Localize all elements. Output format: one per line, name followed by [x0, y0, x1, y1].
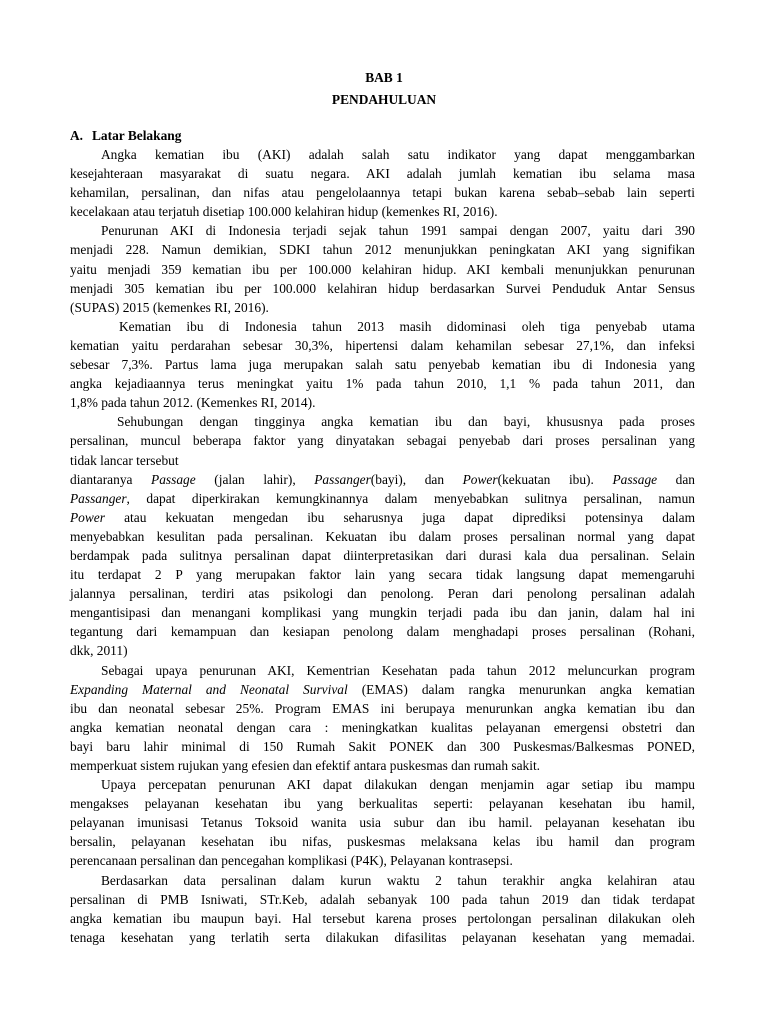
text-line — [70, 928, 695, 947]
text-run: perencanaan persalinan dan pencegahan komplikasi (P4K), Pelayanan kontrasepsi. — [70, 853, 513, 869]
text-run: tegantung dari kemampuan dan kesiapan penolong dalam menghadapi proses persalinan (Rohani, — [70, 624, 695, 640]
text-line — [70, 718, 695, 737]
italic-term: Passanger — [314, 471, 371, 487]
text-run: yaitu menjadi 359 kematian ibu per 100.000 kelahiran hidup. AKI kembali menunjukkan penurunan — [70, 261, 695, 277]
text-line — [70, 622, 695, 641]
text-run: kecelakaan atau terjatuh disetiap 100.000 kelahiran hidup (kemenkes RI, 2016). — [70, 204, 498, 220]
text-run: memperkuat sistem rujukan yang efesien dan efektif antara puskesmas dan rumah sakit. — [70, 758, 541, 773]
text-run: dan — [657, 471, 696, 487]
text-line — [70, 489, 695, 508]
text-run: tenaga kesehatan yang terlatih serta dilakukan difasilitas pelayanan kesehatan yang memadai. — [70, 929, 695, 945]
text-line — [70, 393, 695, 412]
text-line — [70, 221, 695, 240]
text-line — [70, 890, 695, 909]
text-run: , dapat diperkirakan kemungkinannya dalam menyebabkan sulitnya persalinan, namun — [126, 490, 695, 506]
text-line — [70, 737, 695, 756]
text-run: angka kematian neonatal dengan cara : meningkatkan kualitas pelayanan emergensi obstetri dan — [70, 719, 695, 735]
text-run: kesejahteraan masyarakat di suatu negara. AKI adalah jumlah kematian ibu selama masa — [70, 166, 695, 182]
text-line — [70, 584, 695, 603]
text-run: menyebabkan kesulitan pada persalinan. Kekuatan ibu dalam proses persalinan normal yang dapat — [70, 528, 695, 544]
text-run: kematian yaitu perdarahan sebesar 30,3%, hipertensi dalam kehamilan sebesar 27,1%, dan infeksi — [70, 337, 695, 353]
italic-term: Power — [462, 471, 498, 487]
text-run: tidak lancar tersebut — [70, 452, 179, 468]
text-run: Sehubungan dengan tingginya angka kematian ibu dan bayi, khususnya pada proses — [117, 414, 695, 430]
text-run: Sebagai upaya penurunan AKI, Kementrian Kesehatan pada tahun 2012 meluncurkan program — [101, 662, 695, 678]
text-line — [70, 470, 695, 489]
text-line — [70, 183, 695, 202]
text-line — [70, 794, 695, 813]
text-run: diantaranya — [70, 471, 152, 487]
italic-term: Expanding Maternal and Neonatal Survival — [70, 681, 348, 697]
text-run: itu terdapat 2 P yang merupakan faktor lain yang secara tidak langsung dapat memengaruhi — [70, 567, 695, 583]
italic-term: Passanger — [70, 490, 127, 506]
text-run: kehamilan, persalinan, dan nifas atau pengelolaannya tetapi bukan karena sebab–sebab lain seperti — [70, 185, 695, 201]
text-run: (kekuatan ibu). — [497, 471, 613, 487]
text-run: mengantisipasi dan menangani komplikasi yang mungkin terjadi pada ibu dan janin, dalam hal ini — [70, 605, 695, 621]
text-line — [70, 508, 695, 527]
text-line — [70, 851, 695, 870]
italic-term: Passage — [612, 471, 658, 487]
text-run: Penurunan AKI di Indonesia terjadi sejak tahun 1991 sampai dengan 2007, yaitu dari 390 — [101, 223, 695, 239]
text-line — [70, 775, 695, 794]
text-line — [70, 641, 695, 660]
text-run: persalinan di PMB Isniwati, STr.Keb, adalah sebanyak 100 pada tahun 2019 dan tidak terdapat — [70, 891, 695, 907]
text-line — [70, 527, 695, 546]
text-run: menjadi 305 kematian ibu per 100.000 kelahiran hidup berdasarkan Survei Penduduk Antar Sensus — [70, 280, 695, 296]
section-heading — [70, 126, 181, 145]
text-run: atau kekuatan mengedan ibu seharusnya juga dapat diprediksi potensinya dalam — [104, 509, 695, 525]
text-run: jalannya persalinan, terdiri atas psikologi dan penolong. Peran dari penolong persalinan adalah — [70, 586, 695, 602]
section-title: Latar Belakang — [92, 128, 182, 143]
text-line — [70, 202, 695, 221]
chapter-heading: BAB 1 — [365, 70, 403, 85]
text-run: 1,8% pada tahun 2012. (Kemenkes RI, 2014). — [70, 395, 316, 411]
text-line — [70, 298, 695, 317]
text-line — [70, 699, 695, 718]
text-run: ibu dan neonatal sebesar 25%. Program EMAS ini berupaya menurunkan angka kematian ibu dan — [70, 700, 695, 716]
text-line — [70, 756, 695, 775]
text-line — [70, 813, 695, 832]
text-run: persalinan, muncul beberapa faktor yang dinyatakan sebagai penyebab dari proses persalinan yang — [70, 433, 695, 449]
text-run: Berdasarkan data persalinan dalam kurun waktu 2 tahun terakhir angka kelahiran atau — [101, 872, 695, 888]
text-line — [70, 832, 695, 851]
text-line — [70, 317, 695, 336]
text-line — [70, 431, 695, 450]
italic-term: Power — [70, 509, 105, 525]
text-line — [70, 336, 695, 355]
text-run: (EMAS) dalam rangka menurunkan angka kematian — [347, 681, 695, 697]
text-line — [70, 451, 695, 470]
italic-term: Passage — [151, 471, 196, 487]
text-line — [70, 565, 695, 584]
text-line — [70, 603, 695, 622]
text-run: angka kejadiaannya terus meningkat yaitu 1% pada tahun 2010, 1,1 % pada tahun 2011, dan — [70, 376, 695, 392]
text-run: (jalan lahir), — [195, 471, 315, 487]
text-line — [70, 412, 695, 431]
text-line — [70, 240, 695, 259]
text-line — [70, 145, 695, 164]
text-run: Kematian ibu di Indonesia tahun 2013 masih didominasi oleh tiga penyebab utama — [119, 318, 695, 334]
text-line — [70, 374, 695, 393]
text-line — [70, 661, 695, 680]
text-run: (bayi), dan — [370, 471, 463, 487]
text-line — [70, 355, 695, 374]
text-run: berdampak pada sulitnya persalinan dapat diinterpretasikan dari durasi kala dua persalinan. Selain — [70, 547, 695, 563]
text-line — [70, 279, 695, 298]
text-run: menjadi 228. Namun demikian, SDKI tahun 2012 menunjukkan peningkatan AKI yang signifikan — [70, 242, 695, 258]
text-line — [70, 871, 695, 890]
text-run: pelayanan imunisasi Tetanus Toksoid wanita usia subur dan ibu hamil. pelayanan kesehatan ibu — [70, 815, 695, 831]
text-run: bersalin, pelayanan kesehatan ibu nifas, puskesmas melaksana kelas ibu hamil dan program — [70, 834, 695, 850]
text-run: sebesar 7,3%. Partus lama juga merupakan salah satu penyebab kematian ibu di Indonesia yang — [70, 357, 695, 373]
body-text — [70, 145, 695, 947]
page-title: PENDAHULUAN — [331, 92, 437, 107]
text-line — [70, 680, 695, 699]
text-line — [70, 164, 695, 183]
text-line — [70, 909, 695, 928]
text-run: mengakses pelayanan kesehatan ibu yang berkualitas seperti: pelayanan kesehatan ibu hamil, — [70, 796, 695, 812]
text-run: (SUPAS) 2015 (kemenkes RI, 2016). — [70, 299, 269, 315]
text-line — [70, 260, 695, 279]
section-number: A. — [70, 128, 84, 143]
text-run: bayi baru lahir minimal di 150 Rumah Sakit PONEK dan 300 Puskesmas/Balkesmas PONED, — [70, 738, 695, 754]
text-run: Upaya percepatan penurunan AKI dapat dilakukan dengan menjamin agar setiap ibu mampu — [101, 777, 695, 793]
text-run: Angka kematian ibu (AKI) adalah salah satu indikator yang dapat menggambarkan — [101, 147, 695, 162]
text-line — [70, 546, 695, 565]
text-run: angka kematian ibu maupun bayi. Hal tersebut karena proses pertolongan persalinan dilakukan oleh — [70, 910, 695, 926]
text-run: dkk, 2011) — [70, 643, 128, 659]
